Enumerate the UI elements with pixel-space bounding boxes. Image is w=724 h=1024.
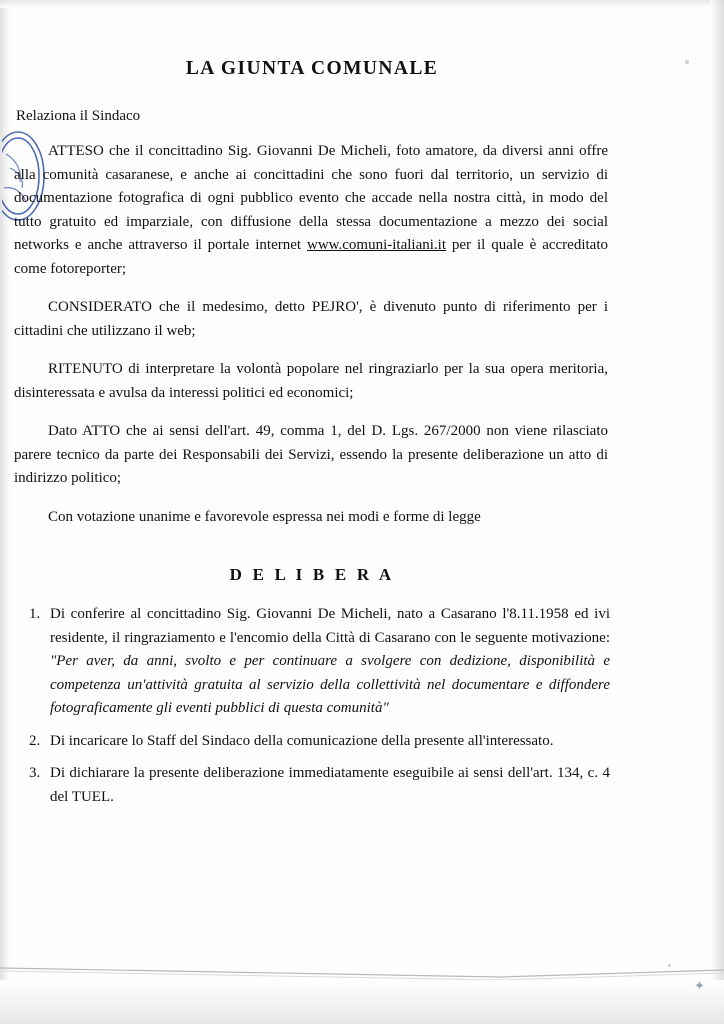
list-item-text: Di dichiarare la presente deliberazione immediatamente eseguibile ai sensi dell'art. 134, c. 4 del TUEL.: [50, 765, 610, 805]
paragraph-atteso-text: ATTESO che il concittadino Sig. Giovanni De Micheli, foto amatore, da diversi anni offre alla comunità casaranese, e anche ai concittadini che sono fuori dal territorio, un servizio di documentazione fotografica di ogni pubblico evento che accade nella nostra città, in modo del tutto gratuito ed imparziale, con diffusione della stessa documentazione a mezzo dei social networks e anche attraverso il portale internet: [14, 143, 608, 253]
paragraph-votazione: Con votazione unanime e favorevole espressa nei modi e forme di legge: [48, 508, 481, 525]
document-body: [14, 0, 610, 818]
paragraph-dato-atto: Dato ATTO che ai sensi dell'art. 49, comma 1, del D. Lgs. 267/2000 non viene rilasciato parere tecnico da parte dei Responsabili dei Servizi, essendo la presente deliberazione un atto di indirizzo politico;: [14, 423, 608, 486]
scan-speck: [685, 60, 689, 64]
paragraph-atteso: [14, 140, 610, 281]
list-item-text: Di conferire al concittadino Sig. Giovanni De Micheli, nato a Casarano l'8.11.1958 ed ivi residente, il ringraziamento e l'encomio della Città di Casarano con le seguente motivazione:: [50, 606, 610, 646]
page-edge-shadow-right: [710, 0, 724, 1024]
list-item: [44, 730, 610, 754]
scan-speck: [668, 964, 671, 967]
intro-line: Relaziona il Sindaco: [16, 108, 141, 124]
page-title: LA GIUNTA COMUNALE: [185, 58, 439, 79]
paragraph-atteso-text-after: per il quale è accreditato come fotoreporter;: [14, 237, 608, 277]
scan-mark-icon: ✦: [694, 978, 705, 993]
delibera-heading: D E L I B E R A: [229, 565, 395, 584]
page-edge-shadow-left: [0, 0, 10, 1024]
external-link-comuni-italiani[interactable]: www.comuni-italiani.it: [306, 237, 446, 253]
list-item: [44, 762, 610, 809]
paragraph-ritenuto: RITENUTO di interpretare la volontà popolare nel ringraziarlo per la sua opera meritoria, disinteressata e avulsa da interessi politici ed economici;: [14, 361, 608, 401]
list-item: [44, 603, 610, 721]
paragraph-considerato: CONSIDERATO che il medesimo, detto PEJRO', è divenuto punto di riferimento per i cittadini che utilizzano il web;: [14, 299, 608, 339]
list-item-text: Di incaricare lo Staff del Sindaco della comunicazione della presente all'interessato.: [50, 732, 554, 749]
delibera-list: [14, 603, 610, 809]
scan-bottom-shadow: [0, 980, 724, 1024]
list-item-quote: "Per aver, da anni, svolto e per continuare a svolgere con dedizione, disponibilità e competenza un'attività gratuita al servizio della collettività nel documentare e diffondere fotograficamente gli eventi pubblici di questa comunità": [50, 653, 610, 716]
